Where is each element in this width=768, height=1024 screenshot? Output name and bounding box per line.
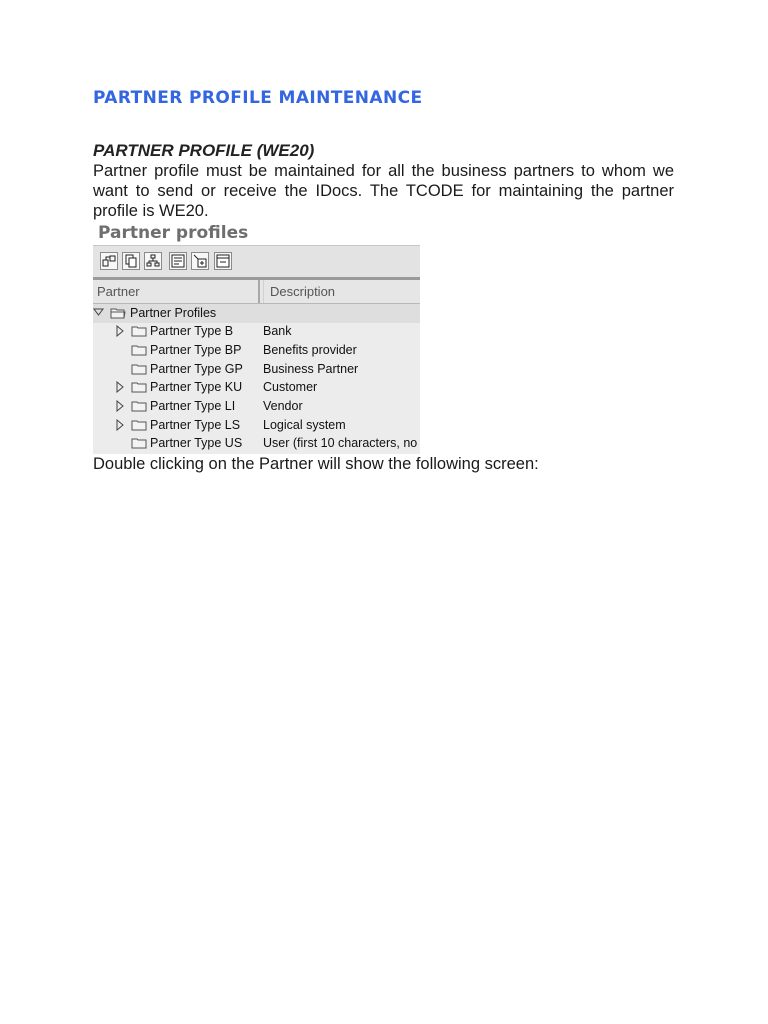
tree-item-description: Benefits provider <box>263 343 357 357</box>
tree-item-label: Partner Type LI <box>150 399 236 413</box>
tree-item-partner-type-us[interactable] <box>93 434 420 453</box>
folder-icon <box>131 325 147 337</box>
tree-item-description: Vendor <box>263 399 303 413</box>
sap-partner-profiles-screenshot <box>93 222 420 454</box>
tree-item-description: Bank <box>263 324 292 338</box>
folder-icon <box>131 381 147 393</box>
caption-text: Double clicking on the Partner will show the following screen: <box>93 455 539 473</box>
expand-subtree-icon[interactable] <box>191 252 209 270</box>
sap-toolbar <box>93 245 420 280</box>
copy-icon[interactable] <box>122 252 140 270</box>
hierarchy-icon[interactable] <box>144 252 162 270</box>
tree-item-label: Partner Type LS <box>150 418 241 432</box>
tree-item-label: Partner Type KU <box>150 380 243 394</box>
expand-icon[interactable] <box>100 252 118 270</box>
tree-root-label: Partner Profiles <box>130 306 217 320</box>
tree-item-partner-type-gp[interactable] <box>93 360 420 379</box>
tree-item-partner-type-ls[interactable] <box>93 416 420 435</box>
section-heading: PARTNER PROFILE (WE20) <box>93 141 315 160</box>
tree-item-label: Partner Type GP <box>150 362 243 376</box>
open-folder-icon <box>110 307 126 319</box>
column-partner[interactable]: Partner <box>93 280 260 303</box>
collapsed-triangle-icon[interactable] <box>114 381 126 393</box>
expanded-triangle-icon[interactable] <box>93 307 105 319</box>
column-description[interactable]: Description <box>263 280 335 303</box>
collapsed-triangle-icon[interactable] <box>114 400 126 412</box>
tree-item-description: Business Partner <box>263 362 359 376</box>
folder-icon <box>131 437 147 449</box>
tree-item-description: Customer <box>263 380 318 394</box>
tree-item-partner-type-li[interactable] <box>93 397 420 416</box>
tree-item-label: Partner Type BP <box>150 343 242 357</box>
tree-item-partner-type-ku[interactable] <box>93 378 420 397</box>
tree-column-header <box>93 280 420 304</box>
sap-screen-title: Partner profiles <box>98 222 420 245</box>
folder-icon <box>131 363 147 375</box>
layout-icon[interactable] <box>169 252 187 270</box>
collapse-subtree-icon[interactable] <box>214 252 232 270</box>
collapsed-triangle-icon[interactable] <box>114 419 126 431</box>
tree-item-partner-type-bp[interactable] <box>93 341 420 360</box>
folder-icon <box>131 400 147 412</box>
tree-item-description: User (first 10 characters, no <box>263 436 418 450</box>
folder-icon <box>131 419 147 431</box>
tree-root-node[interactable] <box>93 304 420 323</box>
body-paragraph: Partner profile must be maintained for all the business partners to whom we want to send or receive the IDocs. The TCODE for maintaining the partner profile is WE20. <box>93 162 674 220</box>
tree-item-description: Logical system <box>263 418 346 432</box>
tree-item-partner-type-b[interactable] <box>93 322 420 341</box>
tree-item-label: Partner Type B <box>150 324 234 338</box>
page-heading: PARTNER PROFILE MAINTENANCE <box>93 88 423 108</box>
collapsed-triangle-icon[interactable] <box>114 325 126 337</box>
folder-icon <box>131 344 147 356</box>
tree-item-label: Partner Type US <box>150 436 243 450</box>
